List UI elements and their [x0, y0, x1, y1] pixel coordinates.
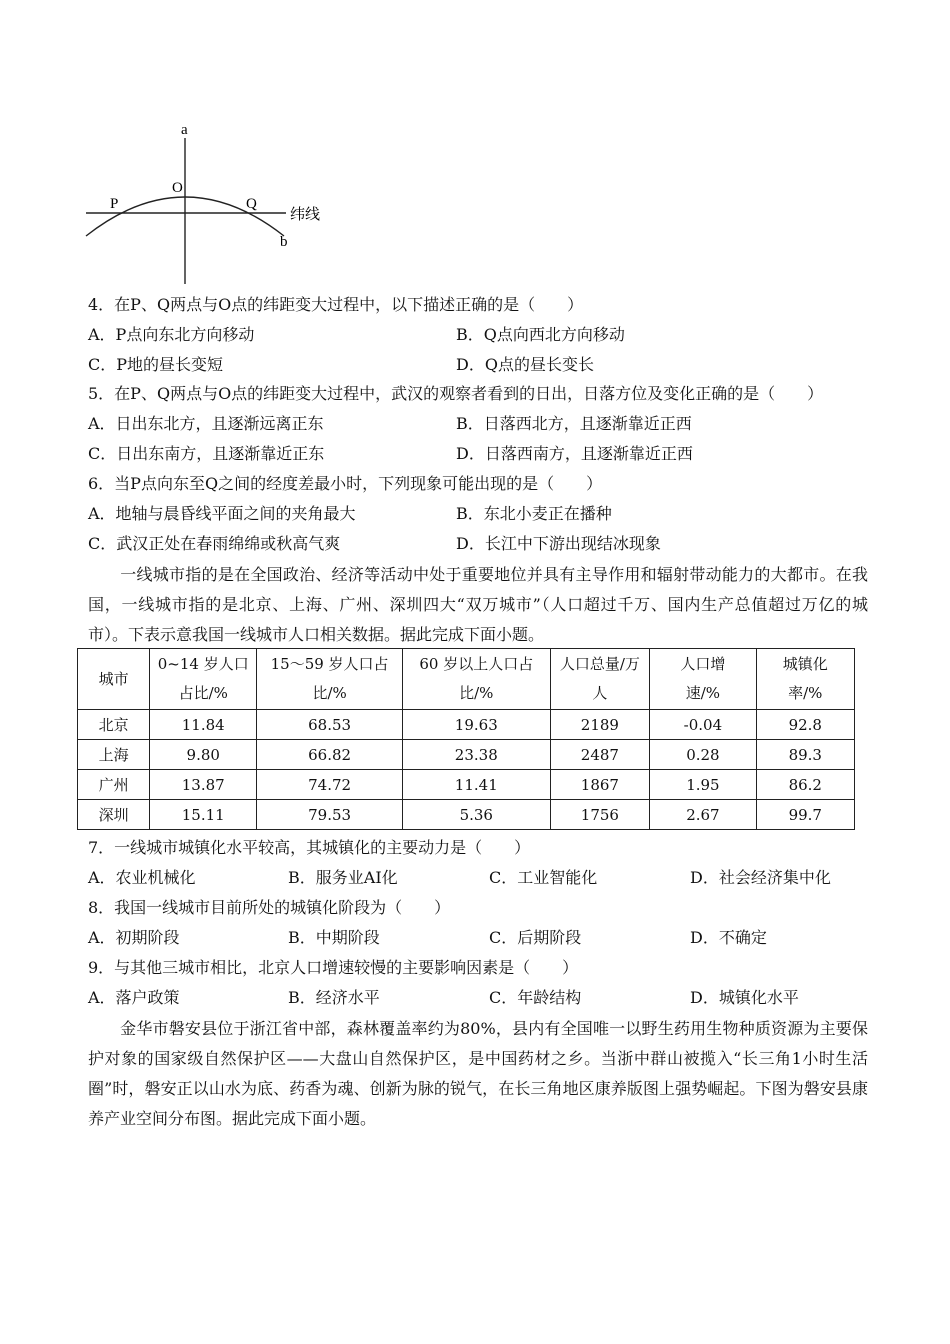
cell-total-population: 2487 [550, 740, 650, 770]
cell-growth-rate: 2.67 [650, 800, 756, 830]
q6-option-a: A．地轴与晨昏线平面之间的夹角最大 [88, 504, 356, 523]
cell-urbanization-rate: 99.7 [756, 800, 854, 830]
passage-panan-county [88, 1014, 868, 1134]
table-row [78, 800, 855, 830]
col-header-age-0-14: 0~14 岁人口占比/% [150, 649, 257, 710]
q7-stem: 7．一线城市城镇化水平较高，其城镇化的主要动力是（ ） [88, 838, 531, 857]
passage-1-text: 一线城市指的是在全国政治、经济等活动中处于重要地位并具有主导作用和辐射带动能力的大都市。在我国，一线城市指的是北京、上海、广州、深圳四大“双万城市”（人口超过千万、国内生产总值超过万亿的城市）。下表示意我国一线城市人口相关数据。据此完成下面小题。 [88, 565, 868, 644]
table-row [78, 770, 855, 800]
population-table [77, 648, 855, 830]
cell-age-15-59: 79.53 [257, 800, 403, 830]
cell-age-0-14: 15.11 [150, 800, 257, 830]
q4-option-c: C．P地的昼长变短 [88, 355, 224, 374]
label-latitude: 纬线 [290, 206, 321, 223]
label-q: Q [246, 196, 257, 212]
label-a: a [181, 122, 188, 138]
cell-city: 广州 [78, 770, 150, 800]
q4-stem: 4．在P、Q两点与O点的纬距变大过程中，以下描述正确的是（ ） [88, 295, 584, 314]
cell-age-0-14: 9.80 [150, 740, 257, 770]
cell-city: 上海 [78, 740, 150, 770]
cell-total-population: 1756 [550, 800, 650, 830]
cell-age-60-plus: 5.36 [403, 800, 551, 830]
passage-first-tier-cities [88, 560, 868, 650]
q7-option-c: C．工业智能化 [489, 868, 598, 887]
table-row [78, 710, 855, 740]
q8-stem: 8．我国一线城市目前所处的城镇化阶段为（ ） [88, 898, 451, 917]
q8-option-d: D．不确定 [690, 928, 767, 947]
col-header-total-population: 人口总量/万人 [550, 649, 650, 710]
col-header-growth-rate: 人口增速/% [650, 649, 756, 710]
q9-option-a: A．落户政策 [88, 988, 180, 1007]
cell-age-15-59: 68.53 [257, 710, 403, 740]
label-p: P [110, 196, 119, 212]
q5-option-c: C．日出东南方，且逐渐靠近正东 [88, 444, 325, 463]
table-row [78, 740, 855, 770]
cell-age-60-plus: 11.41 [403, 770, 551, 800]
cell-age-0-14: 13.87 [150, 770, 257, 800]
latitude-diagram [78, 118, 338, 288]
q5-option-b: B．日落西北方，且逐渐靠近正西 [456, 414, 692, 433]
cell-age-60-plus: 19.63 [403, 710, 551, 740]
q8-option-c: C．后期阶段 [489, 928, 582, 947]
cell-age-15-59: 66.82 [257, 740, 403, 770]
q5-option-d: D．日落西南方，且逐渐靠近正西 [456, 444, 693, 463]
cell-city: 北京 [78, 710, 150, 740]
q4-option-a: A．P点向东北方向移动 [88, 325, 255, 344]
q9-stem: 9．与其他三城市相比，北京人口增速较慢的主要影响因素是（ ） [88, 958, 579, 977]
q9-option-b: B．经济水平 [288, 988, 380, 1007]
q8-option-b: B．中期阶段 [288, 928, 380, 947]
q9-option-d: D．城镇化水平 [690, 988, 799, 1007]
q6-option-d: D．长江中下游出现结冰现象 [456, 534, 661, 553]
col-header-city: 城市 [78, 649, 150, 710]
q6-stem: 6．当P点向东至Q之间的经度差最小时，下列现象可能出现的是（ ） [88, 474, 603, 493]
q5-option-a: A．日出东北方，且逐渐远离正东 [88, 414, 324, 433]
label-o: O [172, 180, 183, 196]
q7-option-a: A．农业机械化 [88, 868, 196, 887]
cell-age-15-59: 74.72 [257, 770, 403, 800]
cell-urbanization-rate: 89.3 [756, 740, 854, 770]
table-header-row [78, 649, 855, 710]
cell-urbanization-rate: 92.8 [756, 710, 854, 740]
col-header-age-60-plus: 60 岁以上人口占比/% [403, 649, 551, 710]
q6-option-b: B．东北小麦正在播种 [456, 504, 612, 523]
q4-option-b: B．Q点向西北方向移动 [456, 325, 625, 344]
cell-growth-rate: 0.28 [650, 740, 756, 770]
label-b: b [280, 234, 288, 250]
cell-growth-rate: -0.04 [650, 710, 756, 740]
cell-age-0-14: 11.84 [150, 710, 257, 740]
cell-urbanization-rate: 86.2 [756, 770, 854, 800]
cell-city: 深圳 [78, 800, 150, 830]
passage-2-text: 金华市磐安县位于浙江省中部，森林覆盖率约为80%，县内有全国唯一以野生药用生物种质资源为主要保护对象的国家级自然保护区——大盘山自然保护区，是中国药材之乡。当浙中群山被揽入“长三角1小时生活圈”时，磐安正以山水为底、药香为魂、创新为脉的锐气，在长三角地区康养版图上强势崛起。下图为磐安县康养产业空间分布图。据此完成下面小题。 [88, 1019, 868, 1128]
cell-total-population: 1867 [550, 770, 650, 800]
col-header-age-15-59: 15～59 岁人口占比/% [257, 649, 403, 710]
q8-option-a: A．初期阶段 [88, 928, 180, 947]
col-header-urbanization-rate: 城镇化率/% [756, 649, 854, 710]
cell-age-60-plus: 23.38 [403, 740, 551, 770]
q7-option-d: D．社会经济集中化 [690, 868, 831, 887]
q9-option-c: C．年龄结构 [489, 988, 582, 1007]
q4-option-d: D．Q点的昼长变长 [456, 355, 594, 374]
cell-growth-rate: 1.95 [650, 770, 756, 800]
cell-total-population: 2189 [550, 710, 650, 740]
q6-option-c: C．武汉正处在春雨绵绵或秋高气爽 [88, 534, 341, 553]
q7-option-b: B．服务业AI化 [288, 868, 398, 887]
q5-stem: 5．在P、Q两点与O点的纬距变大过程中，武汉的观察者看到的日出，日落方位及变化正确的是（ ） [88, 384, 824, 403]
